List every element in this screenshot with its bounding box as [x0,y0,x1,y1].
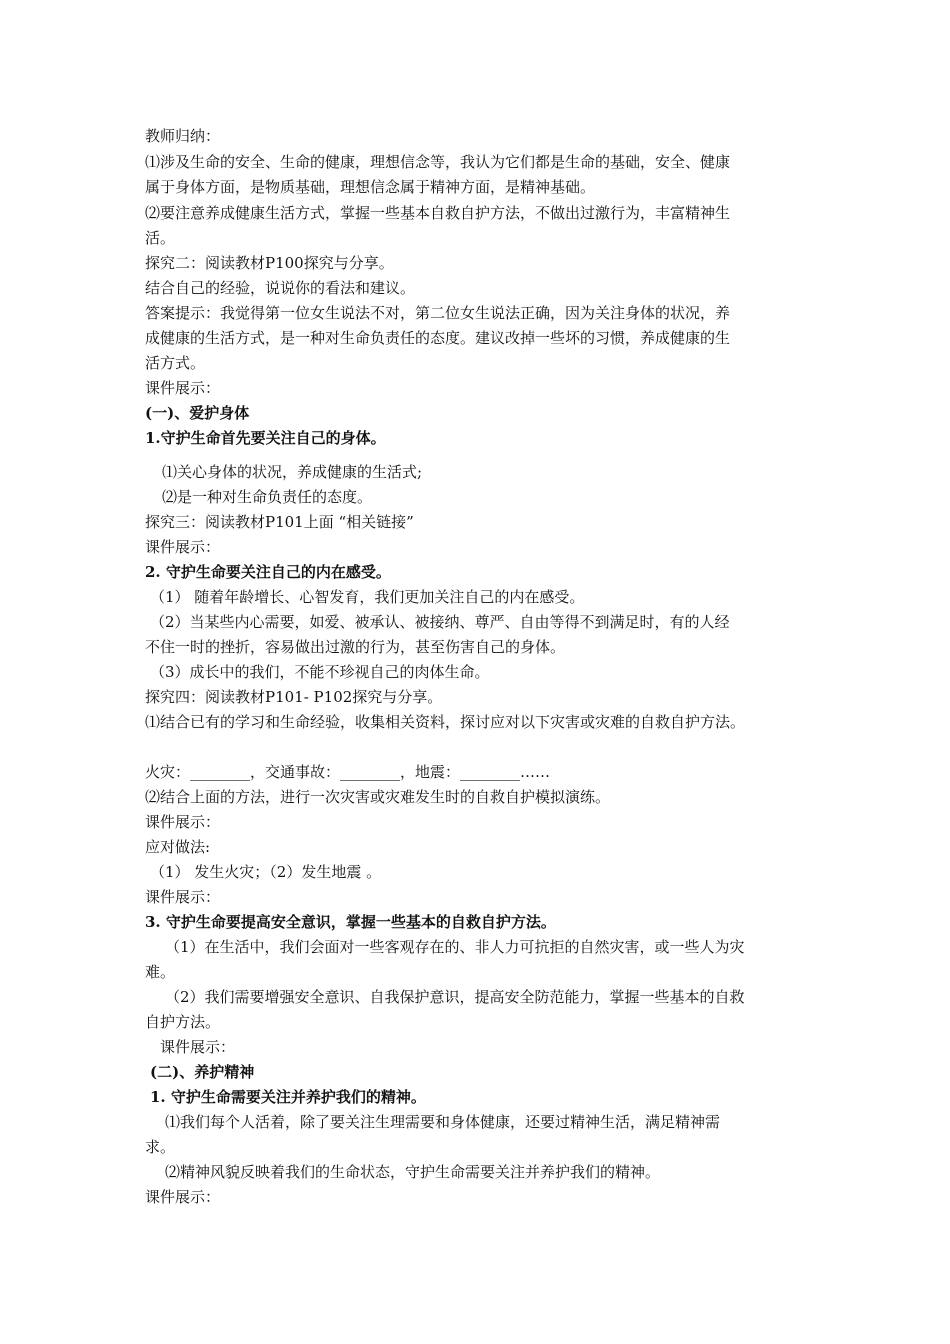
answer-hint-line: 答案提示：我觉得第一位女生说法不对，第二位女生说法正确，因为关注身体的状况，养 [145,304,731,322]
text-line: ⑵精神风貌反映着我们的生命状态，守护生命需要关注并养护我们的精神。 [165,1163,661,1181]
courseware-label: 课件展示： [145,1188,221,1206]
text-line: （1） 发生火灾；（2）发生地震 。 [150,863,382,881]
blanks-line: 火灾：________，交通事故：________，地震：________…… [145,763,551,781]
inquiry-three-line: 探究三：阅读教材P101上面 “相关链接” [145,513,414,531]
courseware-label: 课件展示： [160,1038,236,1056]
courseware-label: 课件展示： [145,813,221,831]
text-line: （2）我们需要增强安全意识、自我保护意识，提高安全防范能力，掌握一些基本的自救 [165,988,745,1006]
courseware-label: 课件展示： [145,888,221,906]
inquiry-two-line: 探究二：阅读教材P100探究与分享。 [145,254,394,272]
section-heading-body: (一)、爱护身体 [145,404,250,422]
inquiry-four-line: 探究四：阅读教材P101- P102探究与分享。 [145,688,443,706]
text-line: ⑵要注意养成健康生活方式，掌握一些基本自救自护方法，不做出过激行为，丰富精神生 [145,204,731,222]
text-line: 结合自己的经验，说说你的看法和建议。 [145,279,416,297]
text-line: ⑴结合已有的学习和生命经验，收集相关资料，探讨应对以下灾害或灾难的自救自护方法。 [145,713,746,731]
point-heading: 1. 守护生命需要关注并养护我们的精神。 [150,1088,426,1106]
text-line: 不住一时的挫折，容易做出过激的行为，甚至伤害自己的身体。 [145,638,566,656]
courseware-label: 课件展示： [145,379,221,397]
text-line: 自护方法。 [145,1013,221,1031]
text-line: （3）成长中的我们，不能不珍视自己的肉体生命。 [150,663,490,681]
text-line: ⑵是一种对生命负责任的态度。 [162,488,373,506]
point-heading: 3. 守护生命要提高安全意识，掌握一些基本的自救自护方法。 [145,913,556,931]
text-line: 活。 [145,229,176,247]
text-line: 属于身体方面，是物质基础，理想信念属于精神方面，是精神基础。 [145,178,596,196]
courseware-label: 课件展示： [145,538,221,556]
point-heading: 2. 守护生命要关注自己的内在感受。 [145,563,391,581]
text-line: 求。 [145,1138,176,1156]
text-line: ⑵结合上面的方法，进行一次灾害或灾难发生时的自救自护模拟演练。 [145,788,611,806]
text-line: 成健康的生活方式，是一种对生命负责任的态度。建议改掉一些坏的习惯，养成健康的生 [145,329,731,347]
text-line: ⑴关心身体的状况，养成健康的生活式; [162,463,423,481]
text-line: （1） 随着年龄增长、心智发育，我们更加关注自己的内在感受。 [150,588,585,606]
text-line: ⑴涉及生命的安全、生命的健康，理想信念等，我认为它们都是生命的基础，安全、健康 [145,153,731,171]
text-line: 应对做法: [145,838,211,856]
text-line: （1）在生活中，我们会面对一些客观存在的、非人力可抗拒的自然灾害，或一些人为灾 [165,938,745,956]
text-line: ⑴我们每个人活着，除了要关注生理需要和身体健康，还要过精神生活，满足精神需 [165,1113,721,1131]
point-heading: 1.守护生命首先要关注自己的身体。 [145,429,386,447]
text-line: 活方式。 [145,354,206,372]
teacher-summary-heading: 教师归纳： [145,127,221,145]
text-line: （2）当某些内心需要，如爱、被承认、被接纳、尊严、自由等得不到满足时，有的人经 [150,613,730,631]
section-heading-spirit: (二)、养护精神 [150,1063,255,1081]
text-line: 难。 [145,963,176,981]
